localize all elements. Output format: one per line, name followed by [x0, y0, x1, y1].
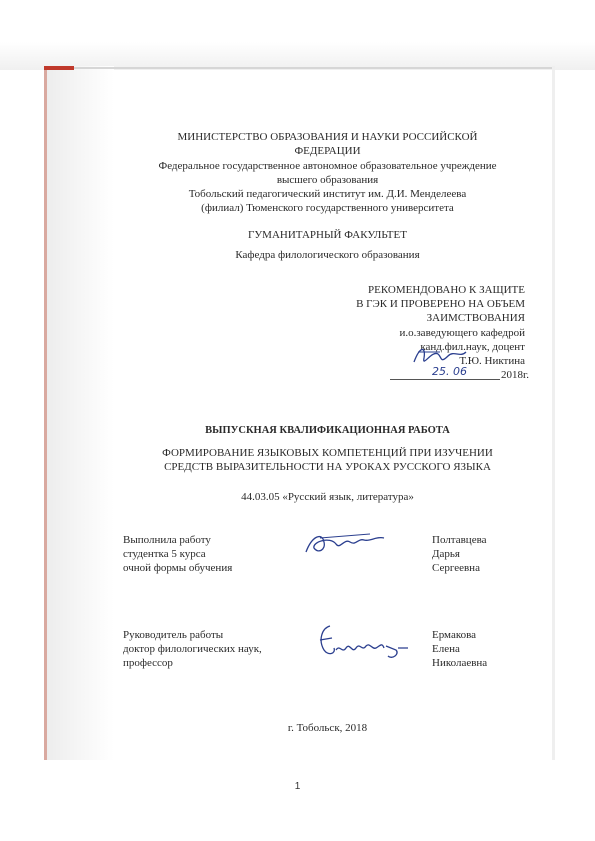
work-title-line-1: ФОРМИРОВАНИЕ ЯЗЫКОВЫХ КОМПЕТЕНЦИЙ ПРИ ИЗУЧЕНИИ	[162, 447, 493, 459]
approval-year: 2018г.	[501, 369, 530, 381]
faculty-name: ГУМАНИТАРНЫЙ ФАКУЛЬТЕТ	[248, 229, 407, 241]
ministry-line-2: ФЕДЕРАЦИИ	[294, 145, 361, 157]
student-role-3: очной формы обучения	[123, 562, 233, 574]
ministry-line-1: МИНИСТЕРСТВО ОБРАЗОВАНИЯ И НАУКИ РОССИЙСКОЙ	[177, 131, 478, 143]
institution-line-2: высшего образования	[276, 174, 379, 186]
supervisor-first-name: Елена	[432, 643, 460, 655]
approval-line-3: ЗАИМСТВОВАНИЯ	[426, 312, 525, 324]
work-title-line-2: СРЕДСТВ ВЫРАЗИТЕЛЬНОСТИ НА УРОКАХ РУССКОГО ЯЗЫКА	[164, 461, 491, 473]
supervisor-surname: Ермакова	[432, 629, 477, 641]
scan-top-shadow	[0, 0, 595, 70]
scan-left-edge	[44, 66, 47, 760]
specialty: 44.03.05 «Русский язык, литература»	[241, 491, 414, 503]
branch-name: (филиал) Тюменского государственного университета	[201, 202, 454, 214]
student-surname: Полтавцева	[432, 534, 487, 546]
student-role-2: студентка 5 курса	[123, 548, 206, 560]
supervisor-patronymic: Николаевна	[432, 657, 488, 669]
city-year: г. Тобольск, 2018	[287, 722, 368, 734]
supervisor-role-3: профессор	[123, 657, 173, 669]
approval-position: и.о.заведующего кафедрой	[399, 327, 525, 339]
student-first-name: Дарья	[432, 548, 460, 560]
supervisor-role-1: Руководитель работы	[123, 629, 224, 641]
institution-line-1: Федеральное государственное автономное образовательное учреждение	[158, 160, 497, 172]
student-patronymic: Сергеевна	[432, 562, 480, 574]
scan-right-edge	[552, 66, 555, 760]
student-signature	[300, 526, 390, 562]
scan-corner-mark	[44, 66, 74, 70]
scan-top-edge	[74, 67, 554, 69]
scan-left-shadow	[44, 66, 114, 760]
supervisor-signature	[312, 620, 412, 668]
work-type: ВЫПУСКНАЯ КВАЛИФИКАЦИОННАЯ РАБОТА	[205, 425, 450, 436]
approval-handwritten-date: 25. 06	[432, 365, 467, 378]
student-role-1: Выполнила работу	[123, 534, 211, 546]
institute-name: Тобольский педагогический институт им. Д.И. Менделеева	[188, 188, 467, 200]
supervisor-role-2: доктор филологических наук,	[123, 643, 262, 655]
approval-name: Т.Ю. Никтина	[459, 355, 525, 367]
page-number: 1	[294, 781, 301, 792]
approval-line-1: РЕКОМЕНДОВАНО К ЗАЩИТЕ	[368, 284, 525, 296]
approval-degree: канд.фил.наук, доцент	[420, 341, 525, 353]
approval-date-rule	[390, 379, 500, 380]
approval-line-2: В ГЭК И ПРОВЕРЕНО НА ОБЪЕМ	[356, 298, 525, 310]
department-name: Кафедра филологического образования	[235, 249, 420, 261]
